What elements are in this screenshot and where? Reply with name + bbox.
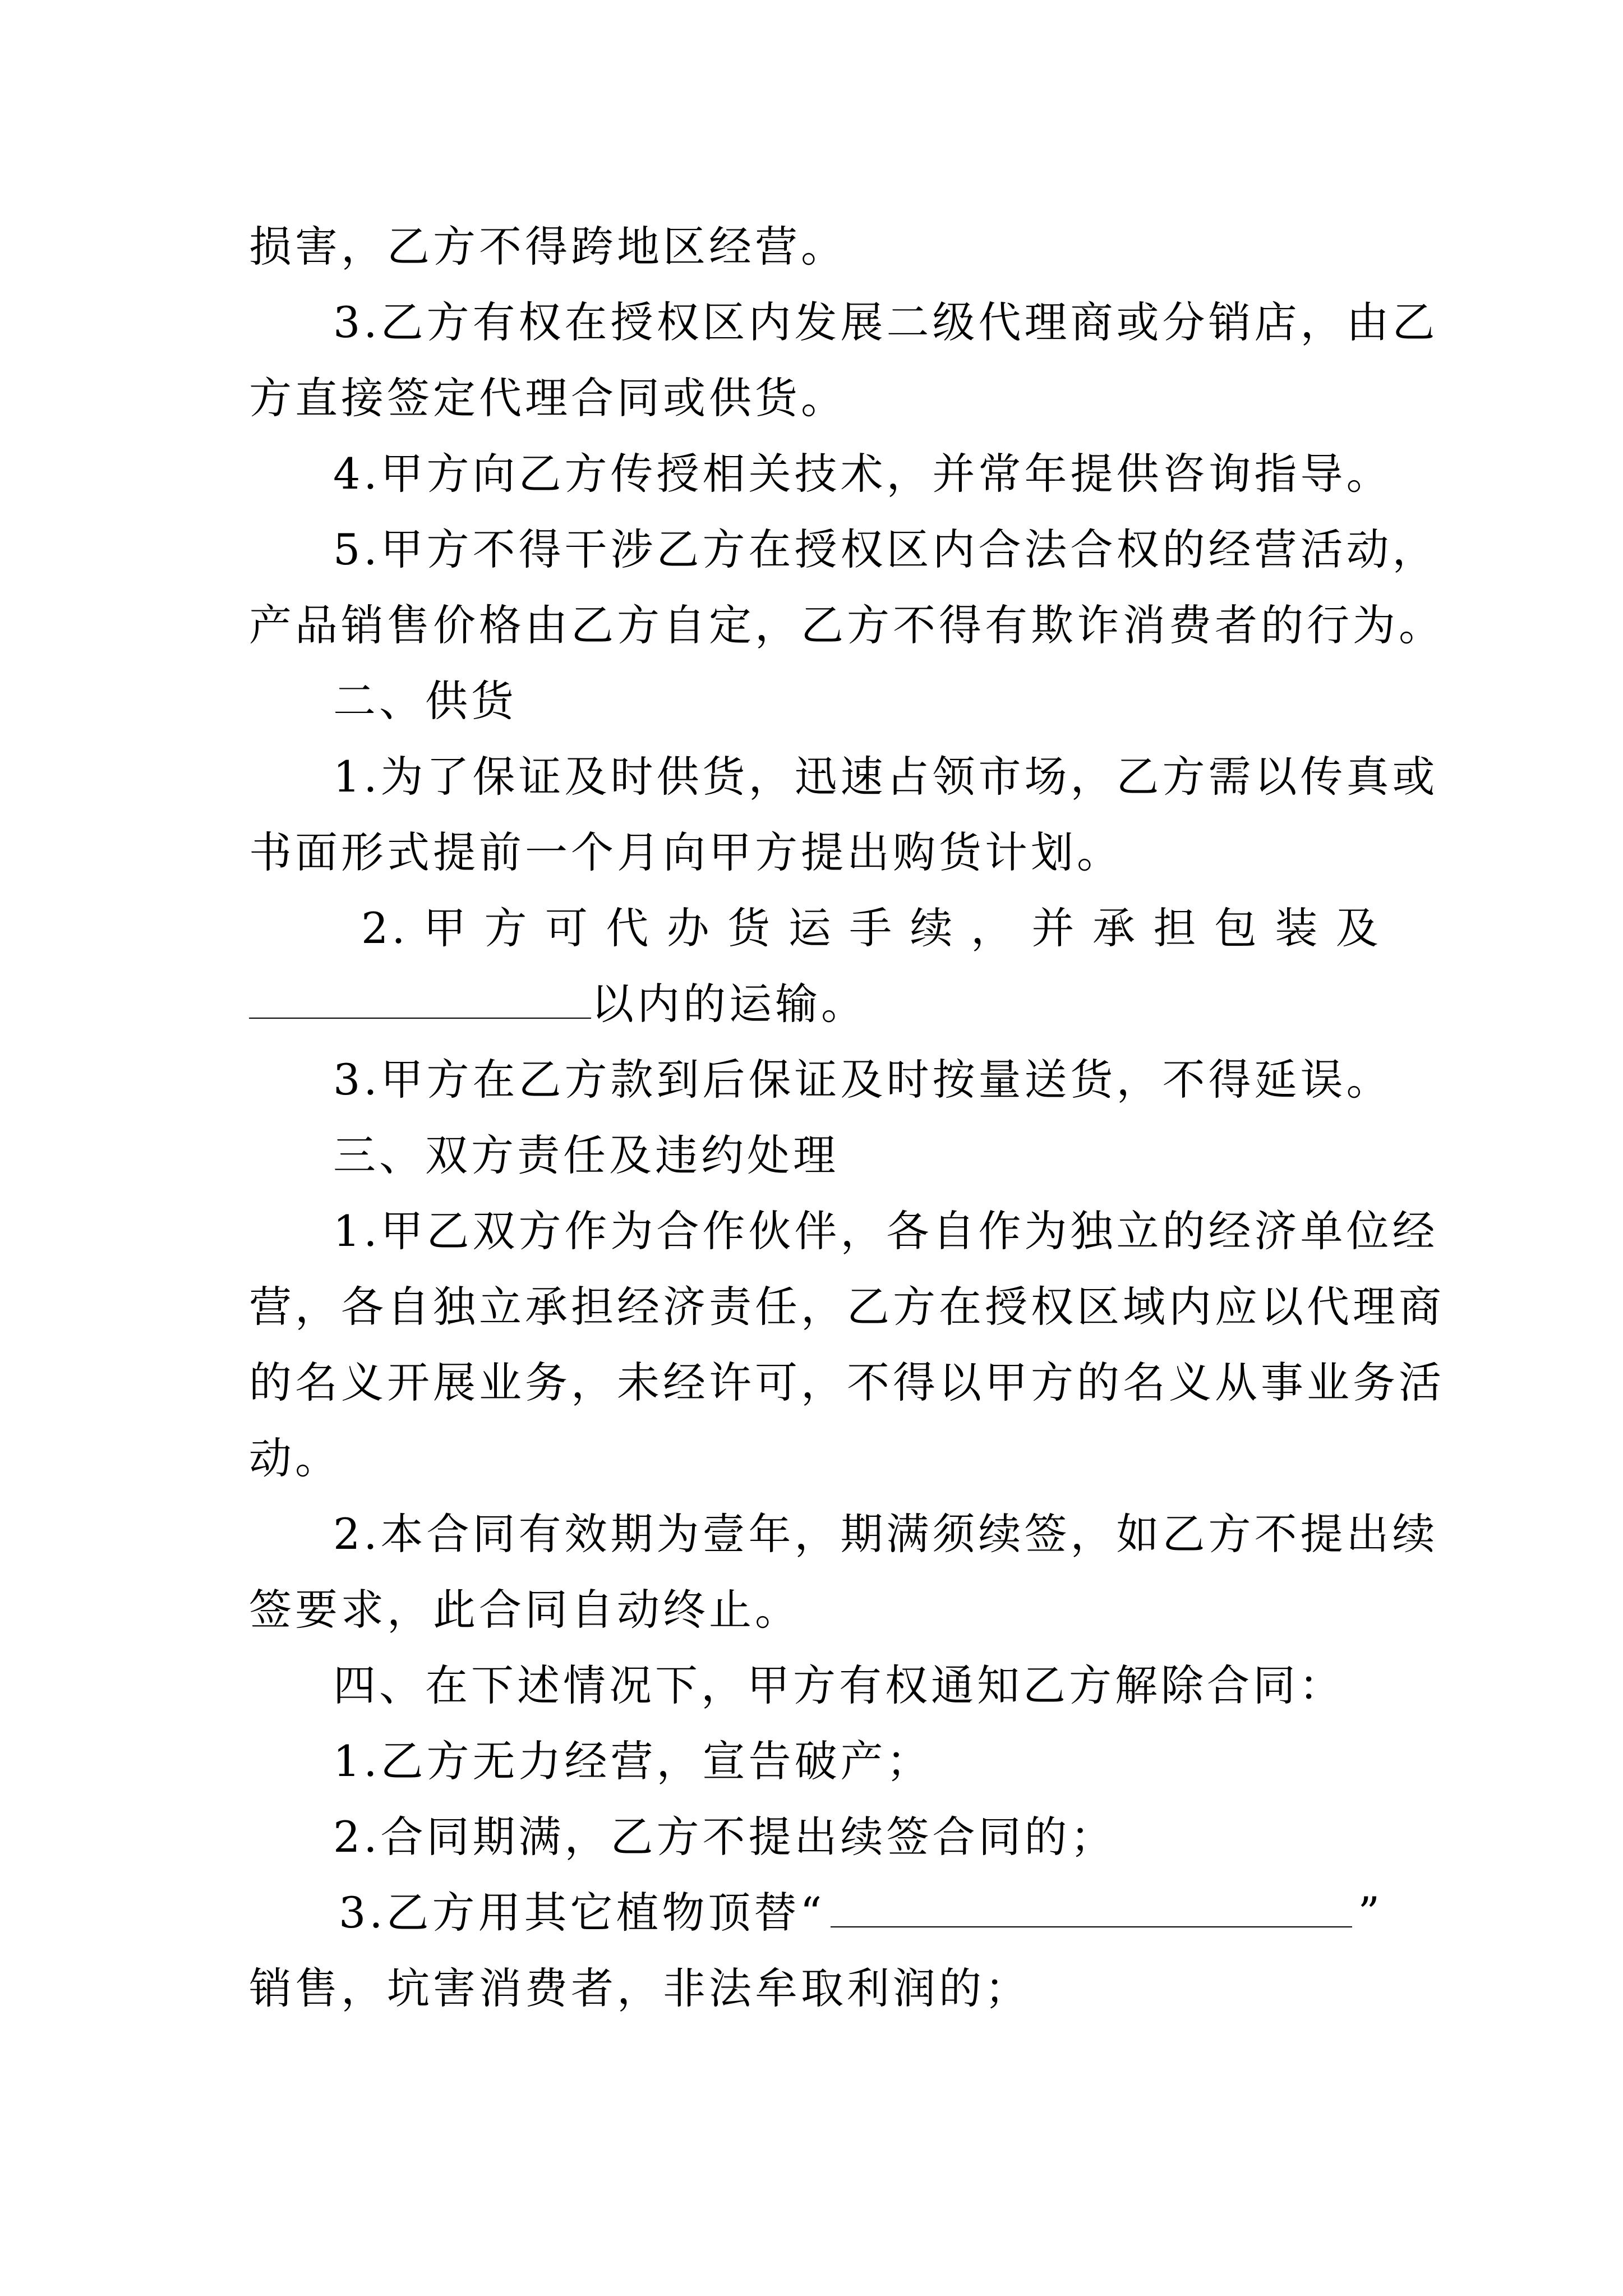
paragraph-line: 4.甲方向乙方传授相关技术，并常年提供咨询指导。 (333, 449, 1393, 499)
paragraph-line: 2.本合同有效期为壹年，期满须续签，如乙方不提出续 (333, 1509, 1438, 1559)
line-text: 3.乙方用其它植物顶替“ (339, 1888, 826, 1938)
paragraph-line: 2.合同期满，乙方不提出续签合同的； (333, 1812, 1117, 1862)
spaced-char: 并 (1031, 903, 1078, 953)
section-heading: 四、在下述情况下，甲方有权通知乙方解除合同： (333, 1660, 1345, 1710)
paragraph-line: 1.甲乙双方作为合作伙伴，各自作为独立的经济单位经 (333, 1206, 1438, 1256)
paragraph-line: 的名义开展业务，未经许可，不得以甲方的名义从事业务活 (249, 1358, 1445, 1407)
spaced-char: 方 (484, 903, 531, 953)
paragraph-line: 5.甲方不得干涉乙方在授权区内合法合权的经营活动， (333, 524, 1438, 574)
line-text-close-quote: ” (1358, 1888, 1384, 1938)
spaced-char: 包 (1214, 903, 1260, 953)
spaced-char: 货 (727, 903, 774, 953)
paragraph-line: 损害，乙方不得跨地区经营。 (249, 222, 847, 272)
spaced-char: 2. (361, 903, 409, 953)
fill-in-blank (249, 978, 591, 1019)
spaced-char: 手 (849, 903, 896, 953)
paragraph-line-with-blank (249, 976, 1382, 1032)
spaced-char: 及 (1335, 903, 1382, 953)
spaced-char: 办 (666, 903, 713, 953)
paragraph-line: 签要求，此合同自动终止。 (249, 1585, 801, 1635)
paragraph-line: 1.为了保证及时供货，迅速占领市场，乙方需以传真或 (333, 752, 1438, 802)
fill-in-blank (831, 1887, 1352, 1927)
spaced-char: 担 (1153, 903, 1200, 953)
spaced-char: 续 (910, 903, 956, 953)
spaced-char: 可 (545, 903, 591, 953)
paragraph-line: 1.乙方无力经营，宣告破产； (333, 1736, 933, 1786)
spaced-char: 装 (1275, 903, 1321, 953)
spaced-char: 甲 (423, 903, 469, 953)
section-heading: 三、双方责任及违约处理 (333, 1130, 839, 1180)
paragraph-line: 3.乙方有权在授权区内发展二级代理商或分销店，由乙 (333, 297, 1438, 347)
paragraph-line-spaced (361, 900, 1382, 956)
paragraph-line-with-blank (339, 1885, 1387, 1941)
paragraph-line: 销售，坑害消费者，非法牟取利润的； (249, 1963, 1031, 2013)
paragraph-line: 营，各自独立承担经济责任，乙方在授权区域内应以代理商 (249, 1282, 1445, 1332)
section-heading: 二、供货 (333, 676, 517, 726)
line-text: 以内的运输。 (591, 979, 867, 1029)
paragraph-line: 产品销售价格由乙方自定，乙方不得有欺诈消费者的行为。 (249, 600, 1445, 650)
paragraph-line: 3.甲方在乙方款到后保证及时按量送货，不得延误。 (333, 1055, 1393, 1105)
paragraph-line: 动。 (249, 1433, 341, 1483)
spaced-char: 代 (606, 903, 652, 953)
paragraph-line: 书面形式提前一个月向甲方提出购货计划。 (249, 827, 1123, 877)
spaced-char: 承 (1092, 903, 1138, 953)
spaced-char: ， (971, 903, 1017, 953)
paragraph-line: 方直接签定代理合同或供货。 (249, 373, 847, 423)
spaced-char: 运 (788, 903, 834, 953)
